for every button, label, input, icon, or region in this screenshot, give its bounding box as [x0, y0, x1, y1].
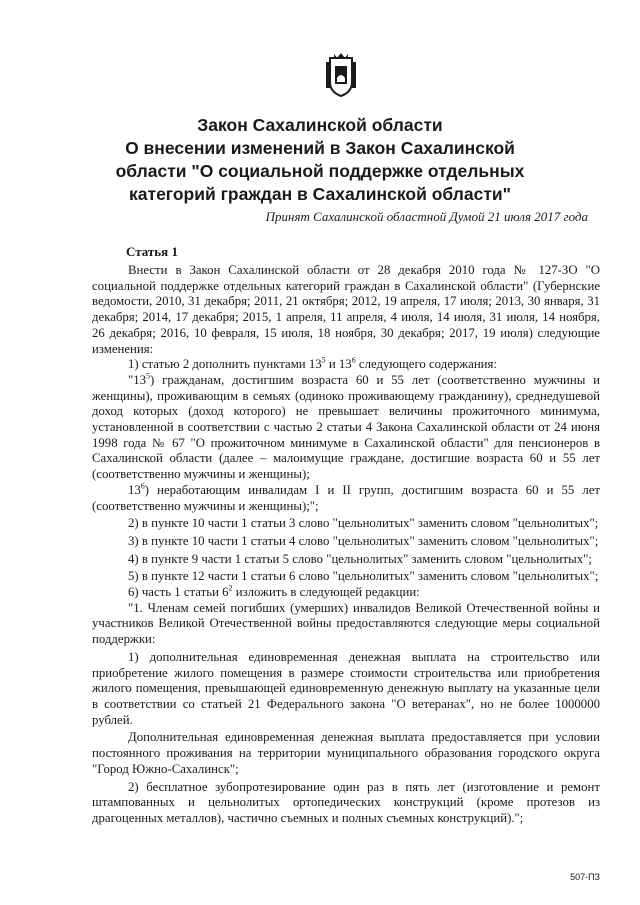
- title-line: Закон Сахалинской области: [197, 115, 443, 135]
- paragraph: $13^6$) неработающим инвалидам I и II групп, достигшим возраста 60 и 55 лет (соответственно мужчины и женщины);";: [92, 481, 600, 513]
- paragraph: 2) в пункте 10 части 1 статьи 3 слово "цельнолитых" заменить словом "цельнолитых";: [128, 516, 599, 531]
- paragraph: Дополнительная единовременная денежная выплата предоставляется при условии постоянного проживания на территории муниципального образования городского округа "Город Южно-Сахалинск";: [92, 730, 600, 776]
- article-body: [92, 263, 600, 827]
- paragraph: 2) бесплатное зубопротезирование один раз в пять лет (изготовление и ремонт штампованных и цельнолитых ортопедических конструкций (кроме протезов из драгоценных металлов), частично съемных и полных съемных конструкций).";: [92, 779, 600, 825]
- title-line: категорий граждан в Сахалинской области": [129, 184, 511, 204]
- paragraph: 6) часть 1 статьи $6^2$ изложить в следующей редакции:: [128, 583, 420, 600]
- paragraph: "1. Членам семей погибших (умерших) инвалидов Великой Отечественной войны и участников Великой Отечественной войны предоставляются следующие меры социальной поддержки:: [92, 600, 600, 647]
- paragraph: Внести в Закон Сахалинской области от 28 декабря 2010 года № 127-ЗО "О социальной поддержке отдельных категорий граждан в Сахалинской области" (Губернские ведомости, 2010, 31 декабря; 2011, 21 октября; 2012, 19 апреля, 17 июля; 2013, 30 января, 31 декабря; 2014, 17 декабря; 2015, 1 апреля, 11 апреля, 4 июля, 14 июля, 31 июля, 14 ноября, 26 декабря; 2016, 10 февраля, 15 июля, 18 ноября, 30 декабря; 2017, 19 июля) следующие изменения:: [92, 263, 600, 356]
- document-code: 507-ПЗ: [570, 872, 600, 882]
- paragraph: 3) в пункте 10 части 1 статьи 4 слово "цельнолитых" заменить словом "цельнолитых";: [128, 533, 599, 548]
- coat-of-arms-icon: [326, 52, 356, 98]
- title-line: области "О социальной поддержке отдельных: [115, 161, 525, 181]
- title-line: О внесении изменений в Закон Сахалинской: [125, 138, 515, 158]
- paragraph: 1) статью 2 дополнить пунктами $13^5$ и $13^6$ следующего содержания:: [128, 355, 497, 372]
- paragraph: 4) в пункте 9 части 1 статьи 5 слово "цельнолитых" заменить словом "цельнолитых";: [128, 551, 592, 566]
- paragraph: 1) дополнительная единовременная денежная выплата на строительство или приобретение жилого помещения в размере стоимости строительства или приобретения жилого помещения, превышающей единовременную денежную выплату на указанные цели в соответствии со статьей 21 Федерального закона "О ветеранах", но не более 1000000 рублей.: [92, 649, 600, 727]
- paragraph: 5) в пункте 12 части 1 статьи 6 слово "цельнолитых" заменить словом "цельнолитых";: [128, 569, 599, 584]
- document-title: [80, 114, 560, 206]
- paragraph: "$13^5$) гражданам, достигшим возраста 60 и 55 лет (соответственно мужчины и женщины), проживающим в семьях (одиноко проживающему гражданину), среднедушевой доход которых (доход которого) не превышает величины прожиточного минимума, установленной в соответствии с частью 2 статьи 4 Закона Сахалинской области от 24 июня 1998 года № 67 "О прожиточном минимуме в Сахалинской области" для пенсионеров в Сахалинской области (далее – малоимущие граждане, достигшие возраста 60 и 55 лет (соответственно мужчины и женщины);: [92, 371, 600, 482]
- adoption-note: Принят Сахалинской областной Думой 21 июля 2017 года: [265, 209, 588, 224]
- article-heading: Статья 1: [126, 244, 178, 259]
